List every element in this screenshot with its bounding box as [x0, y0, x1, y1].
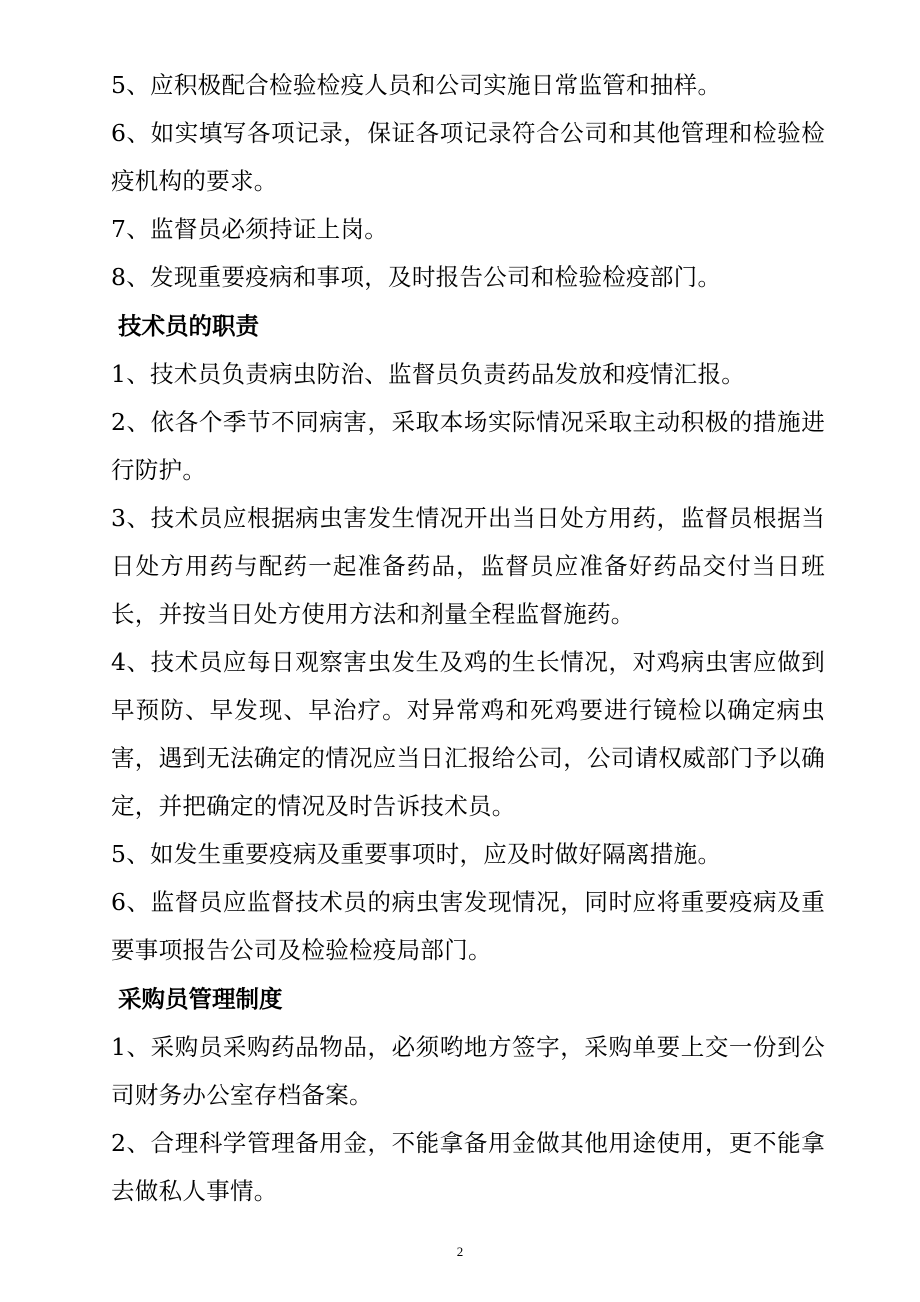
tech-item-1: 1、技术员负责病虫防治、监督员负责药品发放和疫情汇报。 — [111, 360, 746, 388]
paragraph-item-6: 6、如实填写各项记录，保证各项记录符合公司和其他管理和检验检疫机构的要求。 — [111, 119, 825, 195]
paragraph-item-8: 8、发现重要疫病和事项，及时报告公司和检验检疫部门。 — [111, 263, 722, 291]
tech-item-3: 3、技术员应根据病虫害发生情况开出当日处方用药，监督员根据当日处方用药与配药一起准备药品，监督员应准备好药品交付当日班长，并按当日处方使用方法和剂量全程监督施药。 — [111, 504, 825, 628]
page-number: 2 — [456, 1244, 464, 1259]
section-heading-technician: 技术员的职责 — [118, 312, 259, 340]
tech-item-4: 4、技术员应每日观察害虫发生及鸡的生长情况，对鸡病虫害应做到早预防、早发现、早治疗。对异常鸡和死鸡要进行镜检以确定病虫害，遇到无法确定的情况应当日汇报给公司，公司请权威部门予以确定，并把确定的情况及时告诉技术员。 — [111, 648, 825, 820]
purchase-item-2: 2、合理科学管理备用金，不能拿备用金做其他用途使用，更不能拿去做私人事情。 — [111, 1129, 825, 1205]
paragraph-item-7: 7、监督员必须持证上岗。 — [111, 215, 389, 243]
tech-item-5: 5、如发生重要疫病及重要事项时，应及时做好隔离措施。 — [111, 840, 722, 868]
tech-item-2: 2、依各个季节不同病害，采取本场实际情况采取主动积极的措施进行防护。 — [111, 408, 825, 484]
tech-item-6: 6、监督员应监督技术员的病虫害发现情况，同时应将重要疫病及重要事项报告公司及检验检疫局部门。 — [111, 888, 825, 964]
section-heading-purchaser: 采购员管理制度 — [118, 985, 283, 1013]
purchase-item-1: 1、采购员采购药品物品，必须哟地方签字，采购单要上交一份到公司财务办公室存档备案。 — [111, 1033, 825, 1109]
paragraph-item-5: 5、应积极配合检验检疫人员和公司实施日常监管和抽样。 — [111, 71, 722, 99]
